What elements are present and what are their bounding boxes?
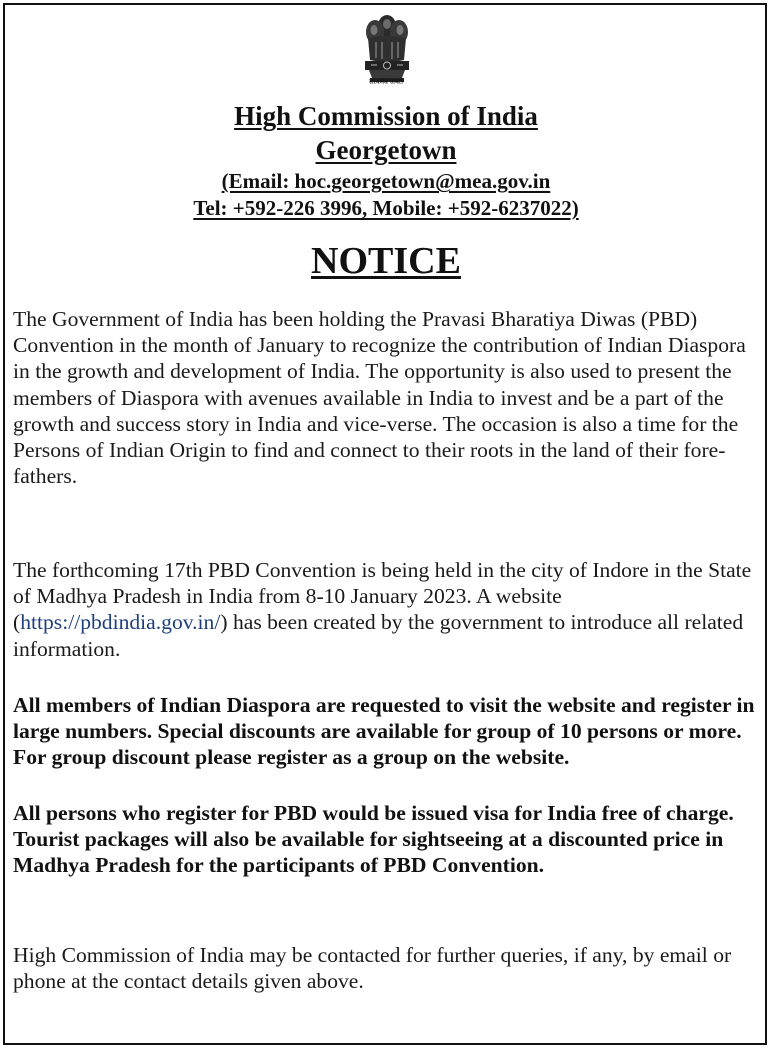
notice-paragraph-convention — [13, 557, 761, 662]
pbd-website-link[interactable]: https://pbdindia.gov.in/ — [20, 610, 221, 635]
organization-city: Georgetown — [315, 135, 457, 165]
notice-paragraph-visa: All persons who register for PBD would be issued visa for India free of charge. Tourist packages will also be available for sightseeing at a discounted price in Madhya Pradesh for the participants of PBD Convention. — [13, 801, 734, 878]
convention-text-after-link: ) has been created by the government to introduce all related information. — [13, 610, 744, 661]
contact-phone-line: Tel: +592-226 3996, Mobile: +592-6237022) — [193, 196, 579, 220]
convention-text-before-link: The forthcoming 17th PBD Convention is being held in the city of Indore in the State of Madhya Pradesh in India from 8-10 January 2023. A website ( — [13, 558, 752, 635]
emblem-motto: सत्यमेव जयते — [369, 78, 403, 86]
notice-paragraph-contact: High Commission of India may be contacted for further queries, if any, by email or phone at the contact details given above. — [13, 943, 732, 994]
contact-email-line: (Email: hoc.georgetown@mea.gov.in — [221, 169, 551, 193]
notice-paragraph-registration: All members of Indian Diaspora are requested to visit the website and register in large numbers. Special discounts are available for group of 10 persons or more. For group discount please register as a group on the website. — [13, 693, 755, 770]
organization-name: High Commission of India — [234, 101, 538, 131]
notice-paragraph-intro: The Government of India has been holding the Pravasi Bharatiya Diwas (PBD) Convention in the month of January to recognize the contribution of Indian Diaspora in the growth and development of India. The opportunity is also used to present the members of Diaspora with avenues available in India to invest and be a part of the growth and success story in India and vice-verse. The occasion is also a time for the Persons of Indian Origin to find and connect to their roots in the land of their fore-fathers. — [13, 307, 746, 489]
notice-title: NOTICE — [311, 240, 461, 282]
